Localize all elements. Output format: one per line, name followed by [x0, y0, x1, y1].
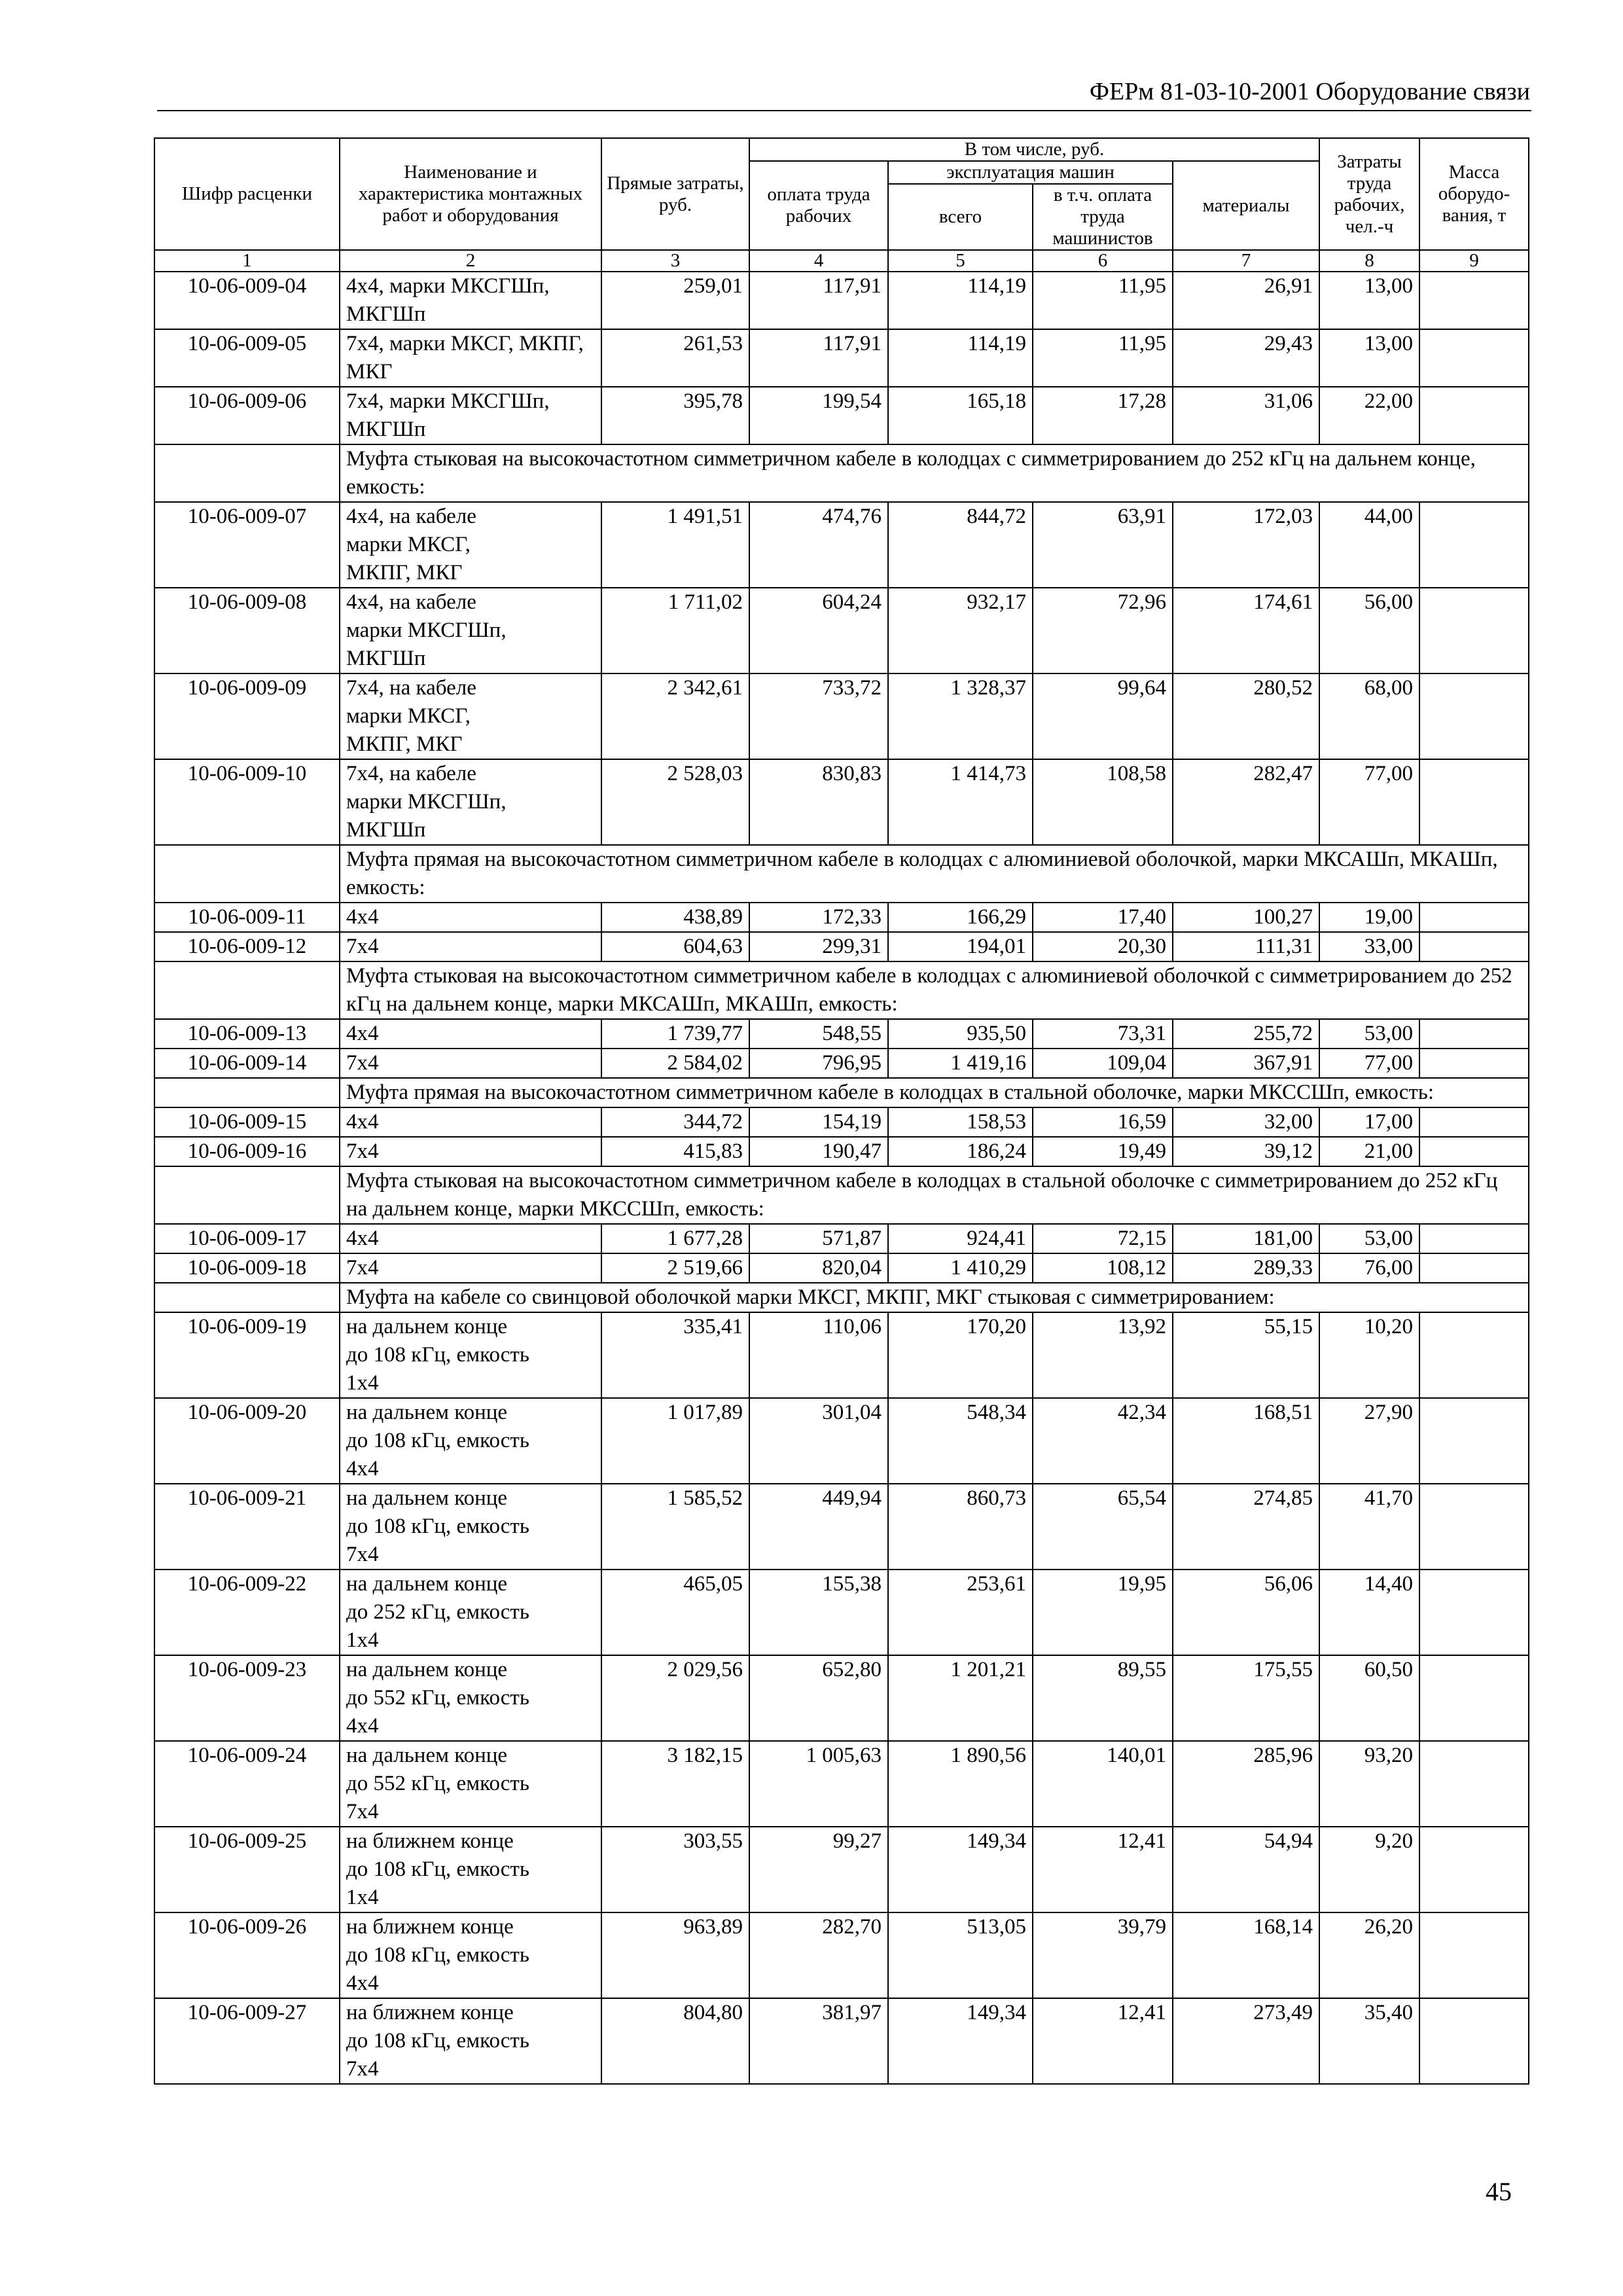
cell-wages: 548,55 [749, 1019, 888, 1049]
cell-wages: 190,47 [749, 1137, 888, 1166]
cell-machinist-wages: 72,15 [1033, 1224, 1173, 1253]
cell-mass [1419, 1570, 1529, 1655]
cell-materials: 56,06 [1173, 1570, 1319, 1655]
cell-labor: 35,40 [1319, 1998, 1419, 2084]
cell-labor: 76,00 [1319, 1253, 1419, 1283]
table-row [154, 673, 1529, 759]
cell-machinist-wages: 19,95 [1033, 1570, 1173, 1655]
cell-machinist-wages: 12,41 [1033, 1827, 1173, 1912]
cell-code: 10-06-009-11 [154, 903, 340, 932]
cell-wages: 172,33 [749, 903, 888, 932]
table-row [154, 387, 1529, 444]
cell-materials: 274,85 [1173, 1484, 1319, 1570]
cell-name: на дальнем конце до 108 кГц, емкость 1х4 [340, 1312, 601, 1398]
cell-labor: 77,00 [1319, 1049, 1419, 1078]
cell-machinist-wages: 73,31 [1033, 1019, 1173, 1049]
cell-name: 7х4, на кабеле марки МКСГШп, МКГШп [340, 759, 601, 845]
table-row [154, 1253, 1529, 1283]
col-header-mass: Масса оборудо-вания, т [1419, 138, 1529, 250]
cell-labor: 13,00 [1319, 329, 1419, 387]
cell-code [154, 845, 340, 903]
cell-code: 10-06-009-10 [154, 759, 340, 845]
cell-materials: 273,49 [1173, 1998, 1319, 2084]
cell-mass [1419, 1398, 1529, 1484]
column-number: 6 [1033, 250, 1173, 272]
cell-direct-costs: 963,89 [601, 1912, 749, 1998]
group-heading-row [154, 1166, 1529, 1224]
cell-name: 4х4 [340, 1107, 601, 1137]
cell-direct-costs: 2 342,61 [601, 673, 749, 759]
cell-name: 4х4 [340, 903, 601, 932]
table-row [154, 1741, 1529, 1827]
cell-machines-total: 1 328,37 [888, 673, 1033, 759]
group-heading-row [154, 444, 1529, 502]
cell-labor: 10,20 [1319, 1312, 1419, 1398]
col-header-machines: эксплуатация машин [888, 161, 1173, 184]
cell-machines-total: 932,17 [888, 588, 1033, 673]
cell-code: 10-06-009-22 [154, 1570, 340, 1655]
cell-machines-total: 165,18 [888, 387, 1033, 444]
table-row [154, 1312, 1529, 1398]
col-header-materials: материалы [1173, 161, 1319, 250]
cell-labor: 33,00 [1319, 932, 1419, 961]
column-number: 8 [1319, 250, 1419, 272]
cell-labor: 14,40 [1319, 1570, 1419, 1655]
cell-mass [1419, 1253, 1529, 1283]
cell-machinist-wages: 109,04 [1033, 1049, 1173, 1078]
cell-direct-costs: 2 584,02 [601, 1049, 749, 1078]
cell-mass [1419, 759, 1529, 845]
cell-mass [1419, 502, 1529, 588]
cell-name: на дальнем конце до 552 кГц, емкость 4х4 [340, 1655, 601, 1741]
cell-machines-total: 114,19 [888, 272, 1033, 329]
cell-mass [1419, 1827, 1529, 1912]
column-number: 3 [601, 250, 749, 272]
table-row [154, 1398, 1529, 1484]
cell-labor: 19,00 [1319, 903, 1419, 932]
cell-machinist-wages: 72,96 [1033, 588, 1173, 673]
cell-direct-costs: 259,01 [601, 272, 749, 329]
cell-code: 10-06-009-14 [154, 1049, 340, 1078]
cell-direct-costs: 804,80 [601, 1998, 749, 2084]
cell-materials: 181,00 [1173, 1224, 1319, 1253]
cell-mass [1419, 1741, 1529, 1827]
cell-mass [1419, 1912, 1529, 1998]
cell-wages: 381,97 [749, 1998, 888, 2084]
cell-direct-costs: 261,53 [601, 329, 749, 387]
page-header [157, 76, 1531, 111]
cell-materials: 26,91 [1173, 272, 1319, 329]
page-number: 45 [1486, 2177, 1512, 2206]
cell-machinist-wages: 63,91 [1033, 502, 1173, 588]
cell-wages: 299,31 [749, 932, 888, 961]
col-header-name: Наименование и характеристика монтажных работ и оборудования [340, 138, 601, 250]
cell-materials: 32,00 [1173, 1107, 1319, 1137]
cell-machines-total: 924,41 [888, 1224, 1033, 1253]
cell-materials: 255,72 [1173, 1019, 1319, 1049]
cell-name: 7х4 [340, 932, 601, 961]
cell-materials: 168,51 [1173, 1398, 1319, 1484]
cell-wages: 199,54 [749, 387, 888, 444]
cell-materials: 39,12 [1173, 1137, 1319, 1166]
cell-materials: 100,27 [1173, 903, 1319, 932]
group-heading: Муфта стыковая на высокочастотном симметричном кабеле в колодцах в стальной оболочке с симметрированием до 252 кГц на дальнем конце, марки МКССШп, емкость: [340, 1166, 1529, 1224]
cell-code: 10-06-009-13 [154, 1019, 340, 1049]
cell-name: 7х4, марки МКСГ, МКПГ, МКГ [340, 329, 601, 387]
table-header [154, 138, 1529, 272]
cell-materials: 111,31 [1173, 932, 1319, 961]
cell-name: на дальнем конце до 108 кГц, емкость 4х4 [340, 1398, 601, 1484]
cell-name: 7х4 [340, 1137, 601, 1166]
cell-wages: 474,76 [749, 502, 888, 588]
cell-machines-total: 253,61 [888, 1570, 1033, 1655]
cell-machines-total: 860,73 [888, 1484, 1033, 1570]
cell-wages: 604,24 [749, 588, 888, 673]
table-row [154, 502, 1529, 588]
table-row [154, 272, 1529, 329]
cell-wages: 301,04 [749, 1398, 888, 1484]
cell-mass [1419, 1655, 1529, 1741]
cell-wages: 282,70 [749, 1912, 888, 1998]
cell-machinist-wages: 89,55 [1033, 1655, 1173, 1741]
column-number: 5 [888, 250, 1033, 272]
cell-labor: 44,00 [1319, 502, 1419, 588]
cell-machinist-wages: 65,54 [1033, 1484, 1173, 1570]
cell-machinist-wages: 11,95 [1033, 272, 1173, 329]
cell-wages: 117,91 [749, 272, 888, 329]
cell-wages: 652,80 [749, 1655, 888, 1741]
group-heading-row [154, 845, 1529, 903]
cell-code: 10-06-009-08 [154, 588, 340, 673]
cell-mass [1419, 272, 1529, 329]
cell-direct-costs: 1 677,28 [601, 1224, 749, 1253]
table-row [154, 903, 1529, 932]
cell-code: 10-06-009-24 [154, 1741, 340, 1827]
table-row [154, 759, 1529, 845]
cell-code: 10-06-009-04 [154, 272, 340, 329]
cell-code: 10-06-009-25 [154, 1827, 340, 1912]
group-heading-row [154, 1078, 1529, 1107]
cell-machines-total: 114,19 [888, 329, 1033, 387]
table-row [154, 329, 1529, 387]
column-number: 1 [154, 250, 340, 272]
cell-code: 10-06-009-12 [154, 932, 340, 961]
cell-mass [1419, 387, 1529, 444]
cell-machines-total: 548,34 [888, 1398, 1033, 1484]
cell-machinist-wages: 99,64 [1033, 673, 1173, 759]
cell-name: на ближнем конце до 108 кГц, емкость 4х4 [340, 1912, 601, 1998]
cell-materials: 29,43 [1173, 329, 1319, 387]
cell-direct-costs: 335,41 [601, 1312, 749, 1398]
cell-wages: 571,87 [749, 1224, 888, 1253]
cell-machines-total: 149,34 [888, 1827, 1033, 1912]
cell-wages: 110,06 [749, 1312, 888, 1398]
col-header-wages: оплата труда рабочих [749, 161, 888, 250]
cell-machines-total: 166,29 [888, 903, 1033, 932]
cell-direct-costs: 3 182,15 [601, 1741, 749, 1827]
cell-machines-total: 935,50 [888, 1019, 1033, 1049]
cell-mass [1419, 673, 1529, 759]
cell-machines-total: 844,72 [888, 502, 1033, 588]
cell-mass [1419, 1224, 1529, 1253]
col-header-machinist-wages: в т.ч. оплата труда машинистов [1033, 184, 1173, 250]
cell-labor: 77,00 [1319, 759, 1419, 845]
cell-direct-costs: 303,55 [601, 1827, 749, 1912]
cell-machines-total: 194,01 [888, 932, 1033, 961]
cell-code: 10-06-009-09 [154, 673, 340, 759]
cell-mass [1419, 588, 1529, 673]
cell-code: 10-06-009-16 [154, 1137, 340, 1166]
cell-machinist-wages: 39,79 [1033, 1912, 1173, 1998]
table-row [154, 1224, 1529, 1253]
column-number: 9 [1419, 250, 1529, 272]
cell-machinist-wages: 108,12 [1033, 1253, 1173, 1283]
cell-wages: 117,91 [749, 329, 888, 387]
column-number: 2 [340, 250, 601, 272]
cell-labor: 68,00 [1319, 673, 1419, 759]
group-heading-row [154, 961, 1529, 1019]
cell-name: на дальнем конце до 108 кГц, емкость 7х4 [340, 1484, 601, 1570]
cell-machines-total: 1 414,73 [888, 759, 1033, 845]
col-header-direct: Прямые затраты, руб. [601, 138, 749, 250]
cell-materials: 285,96 [1173, 1741, 1319, 1827]
cell-code: 10-06-009-27 [154, 1998, 340, 2084]
cell-code [154, 1078, 340, 1107]
cell-machines-total: 170,20 [888, 1312, 1033, 1398]
cell-direct-costs: 1 711,02 [601, 588, 749, 673]
cell-name: 4х4, на кабеле марки МКСГШп, МКГШп [340, 588, 601, 673]
cell-wages: 449,94 [749, 1484, 888, 1570]
cell-labor: 56,00 [1319, 588, 1419, 673]
cell-materials: 172,03 [1173, 502, 1319, 588]
rates-table [154, 137, 1529, 2085]
cell-code: 10-06-009-15 [154, 1107, 340, 1137]
cell-labor: 22,00 [1319, 387, 1419, 444]
cell-labor: 21,00 [1319, 1137, 1419, 1166]
cell-materials: 282,47 [1173, 759, 1319, 845]
cell-wages: 99,27 [749, 1827, 888, 1912]
cell-code: 10-06-009-23 [154, 1655, 340, 1741]
table-row [154, 1998, 1529, 2084]
cell-labor: 27,90 [1319, 1398, 1419, 1484]
table-row [154, 588, 1529, 673]
cell-materials: 174,61 [1173, 588, 1319, 673]
cell-name: на ближнем конце до 108 кГц, емкость 1х4 [340, 1827, 601, 1912]
cell-mass [1419, 932, 1529, 961]
cell-direct-costs: 438,89 [601, 903, 749, 932]
cell-code: 10-06-009-06 [154, 387, 340, 444]
cell-materials: 289,33 [1173, 1253, 1319, 1283]
cell-direct-costs: 344,72 [601, 1107, 749, 1137]
cell-mass [1419, 1137, 1529, 1166]
cell-direct-costs: 415,83 [601, 1137, 749, 1166]
table-row [154, 932, 1529, 961]
cell-name: на дальнем конце до 252 кГц, емкость 1х4 [340, 1570, 601, 1655]
cell-name: 4х4, марки МКСГШп, МКГШп [340, 272, 601, 329]
cell-mass [1419, 1107, 1529, 1137]
cell-direct-costs: 2 029,56 [601, 1655, 749, 1741]
group-heading: Муфта стыковая на высокочастотном симметричном кабеле в колодцах с алюминиевой оболочкой с симметрированием до 252 кГц на дальнем конце, марки МКСАШп, МКАШп, емкость: [340, 961, 1529, 1019]
cell-direct-costs: 1 585,52 [601, 1484, 749, 1570]
cell-code [154, 1283, 340, 1312]
cell-code: 10-06-009-05 [154, 329, 340, 387]
cell-name: на ближнем конце до 108 кГц, емкость 7х4 [340, 1998, 601, 2084]
cell-machinist-wages: 20,30 [1033, 932, 1173, 961]
column-number: 4 [749, 250, 888, 272]
cell-name: 7х4 [340, 1049, 601, 1078]
cell-machinist-wages: 11,95 [1033, 329, 1173, 387]
table-row [154, 1484, 1529, 1570]
cell-direct-costs: 1 017,89 [601, 1398, 749, 1484]
cell-wages: 154,19 [749, 1107, 888, 1137]
cell-direct-costs: 2 528,03 [601, 759, 749, 845]
cell-labor: 53,00 [1319, 1019, 1419, 1049]
cell-wages: 155,38 [749, 1570, 888, 1655]
cell-direct-costs: 1 491,51 [601, 502, 749, 588]
cell-name: 7х4, марки МКСГШп, МКГШп [340, 387, 601, 444]
cell-direct-costs: 604,63 [601, 932, 749, 961]
cell-code: 10-06-009-20 [154, 1398, 340, 1484]
cell-wages: 830,83 [749, 759, 888, 845]
cell-code [154, 444, 340, 502]
cell-machines-total: 186,24 [888, 1137, 1033, 1166]
cell-mass [1419, 1049, 1529, 1078]
cell-materials: 280,52 [1173, 673, 1319, 759]
cell-machinist-wages: 140,01 [1033, 1741, 1173, 1827]
cell-labor: 41,70 [1319, 1484, 1419, 1570]
group-heading: Муфта прямая на высокочастотном симметричном кабеле в колодцах в стальной оболочке, марки МКССШп, емкость: [340, 1078, 1529, 1107]
cell-materials: 367,91 [1173, 1049, 1319, 1078]
cell-labor: 53,00 [1319, 1224, 1419, 1253]
cell-code [154, 1166, 340, 1224]
cell-wages: 1 005,63 [749, 1741, 888, 1827]
table-body [154, 272, 1529, 2084]
cell-name: 4х4 [340, 1019, 601, 1049]
table-row [154, 1655, 1529, 1741]
cell-machines-total: 1 201,21 [888, 1655, 1033, 1741]
cell-machinist-wages: 42,34 [1033, 1398, 1173, 1484]
cell-machinist-wages: 16,59 [1033, 1107, 1173, 1137]
cell-mass [1419, 329, 1529, 387]
cell-machinist-wages: 17,28 [1033, 387, 1173, 444]
cell-mass [1419, 903, 1529, 932]
cell-direct-costs: 2 519,66 [601, 1253, 749, 1283]
table-row [154, 1049, 1529, 1078]
col-header-code: Шифр расценки [154, 138, 340, 250]
cell-materials: 55,15 [1173, 1312, 1319, 1398]
table-row [154, 1827, 1529, 1912]
cell-name: на дальнем конце до 552 кГц, емкость 7х4 [340, 1741, 601, 1827]
cell-wages: 796,95 [749, 1049, 888, 1078]
cell-name: 4х4 [340, 1224, 601, 1253]
cell-labor: 60,50 [1319, 1655, 1419, 1741]
cell-materials: 168,14 [1173, 1912, 1319, 1998]
column-number: 7 [1173, 250, 1319, 272]
cell-code: 10-06-009-26 [154, 1912, 340, 1998]
cell-machines-total: 158,53 [888, 1107, 1033, 1137]
cell-mass [1419, 1998, 1529, 2084]
table-row [154, 1137, 1529, 1166]
cell-machinist-wages: 108,58 [1033, 759, 1173, 845]
cell-machines-total: 513,05 [888, 1912, 1033, 1998]
cell-wages: 733,72 [749, 673, 888, 759]
cell-name: 4х4, на кабеле марки МКСГ, МКПГ, МКГ [340, 502, 601, 588]
cell-name: 7х4 [340, 1253, 601, 1283]
cell-mass [1419, 1312, 1529, 1398]
table-row [154, 1570, 1529, 1655]
cell-mass [1419, 1019, 1529, 1049]
cell-materials: 54,94 [1173, 1827, 1319, 1912]
cell-machines-total: 1 419,16 [888, 1049, 1033, 1078]
col-header-incl: В том числе, руб. [749, 138, 1319, 161]
cell-materials: 175,55 [1173, 1655, 1319, 1741]
group-heading: Муфта прямая на высокочастотном симметричном кабеле в колодцах с алюминиевой оболочкой, марки МКСАШп, МКАШп, емкость: [340, 845, 1529, 903]
cell-mass [1419, 1484, 1529, 1570]
cell-machines-total: 1 890,56 [888, 1741, 1033, 1827]
cell-machinist-wages: 17,40 [1033, 903, 1173, 932]
cell-machines-total: 1 410,29 [888, 1253, 1033, 1283]
cell-labor: 17,00 [1319, 1107, 1419, 1137]
table-row [154, 1912, 1529, 1998]
cell-name: 7х4, на кабеле марки МКСГ, МКПГ, МКГ [340, 673, 601, 759]
cell-labor: 93,20 [1319, 1741, 1419, 1827]
cell-labor: 13,00 [1319, 272, 1419, 329]
cell-machinist-wages: 12,41 [1033, 1998, 1173, 2084]
column-numbers-row [154, 250, 1529, 272]
cell-code: 10-06-009-17 [154, 1224, 340, 1253]
col-header-machines-total: всего [888, 184, 1033, 250]
table-row [154, 1019, 1529, 1049]
cell-materials: 31,06 [1173, 387, 1319, 444]
cell-code: 10-06-009-21 [154, 1484, 340, 1570]
cell-machinist-wages: 19,49 [1033, 1137, 1173, 1166]
cell-code: 10-06-009-07 [154, 502, 340, 588]
group-heading-row [154, 1283, 1529, 1312]
cell-direct-costs: 395,78 [601, 387, 749, 444]
cell-labor: 26,20 [1319, 1912, 1419, 1998]
table-row [154, 1107, 1529, 1137]
col-header-labor: Затраты труда рабочих, чел.-ч [1319, 138, 1419, 250]
group-heading: Муфта на кабеле со свинцовой оболочкой марки МКСГ, МКПГ, МКГ стыковая с симметрированием: [340, 1283, 1529, 1312]
cell-wages: 820,04 [749, 1253, 888, 1283]
cell-direct-costs: 1 739,77 [601, 1019, 749, 1049]
cell-machines-total: 149,34 [888, 1998, 1033, 2084]
page-header-title: ФЕРм 81-03-10-2001 Оборудование связи [1089, 78, 1530, 105]
cell-direct-costs: 465,05 [601, 1570, 749, 1655]
cell-code: 10-06-009-19 [154, 1312, 340, 1398]
cell-code [154, 961, 340, 1019]
cell-labor: 9,20 [1319, 1827, 1419, 1912]
cell-code: 10-06-009-18 [154, 1253, 340, 1283]
group-heading: Муфта стыковая на высокочастотном симметричном кабеле в колодцах с симметрированием до 252 кГц на дальнем конце, емкость: [340, 444, 1529, 502]
cell-machinist-wages: 13,92 [1033, 1312, 1173, 1398]
